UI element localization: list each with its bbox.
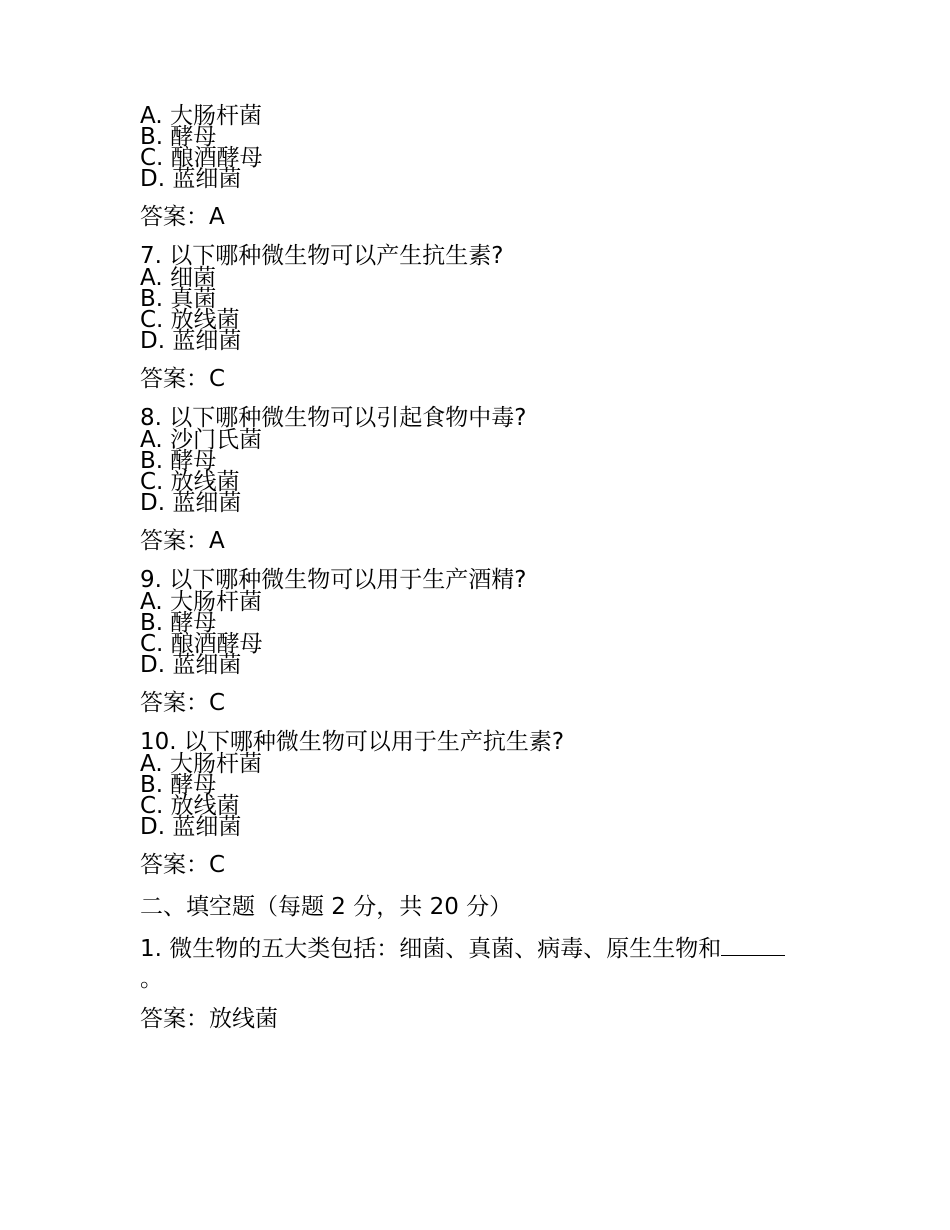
question-9-option-c: C. 酿酒酵母 — [140, 631, 263, 657]
question-9-title: 9. 以下哪种微生物可以用于生产酒精? — [140, 567, 527, 593]
fill-question-1-text-before: 1. 微生物的五大类包括：细菌、真菌、病毒、原生生物和 — [140, 936, 722, 962]
question-10-option-a: A. 大肠杆菌 — [140, 751, 262, 777]
question-7 — [140, 244, 840, 394]
question-6 — [140, 103, 840, 232]
fill-question-1-answer: 答案：放线菌 — [140, 1006, 278, 1032]
question-6-option-c: C. 酿酒酵母 — [140, 145, 263, 171]
question-8-option-a: A. 沙门氏菌 — [140, 427, 262, 453]
question-10-answer: 答案：C — [140, 852, 226, 878]
question-7-answer: 答案：C — [140, 366, 226, 392]
question-8-answer: 答案：A — [140, 528, 225, 554]
question-7-title: 7. 以下哪种微生物可以产生抗生素? — [140, 243, 504, 269]
question-9-option-a: A. 大肠杆菌 — [140, 589, 262, 615]
question-8-title: 8. 以下哪种微生物可以引起食物中毒? — [140, 405, 527, 431]
question-7-option-b: B. 真菌 — [140, 286, 217, 312]
question-10-title: 10. 以下哪种微生物可以用于生产抗生素? — [140, 729, 565, 755]
question-6-option-a: A. 大肠杆菌 — [140, 103, 262, 129]
question-7-option-a: A. 细菌 — [140, 265, 216, 291]
document-page — [140, 103, 840, 1034]
fill-question-1-text-after: 。 — [140, 966, 163, 992]
question-9-answer: 答案：C — [140, 690, 226, 716]
question-6-option-d: D. 蓝细菌 — [140, 166, 242, 192]
fill-question-1-blank — [721, 935, 785, 956]
question-8-option-d: D. 蓝细菌 — [140, 490, 242, 516]
question-9-option-b: B. 酵母 — [140, 610, 217, 636]
question-8-option-c: C. 放线菌 — [140, 469, 240, 495]
section-2-title: 二、填空题（每题 2 分，共 20 分） — [140, 894, 513, 920]
fill-question-1-text — [140, 934, 800, 994]
question-6-answer: 答案：A — [140, 204, 225, 230]
question-6-option-b: B. 酵母 — [140, 124, 217, 150]
question-10-option-c: C. 放线菌 — [140, 793, 240, 819]
question-9 — [140, 568, 840, 718]
question-7-option-d: D. 蓝细菌 — [140, 328, 242, 354]
question-9-option-d: D. 蓝细菌 — [140, 652, 242, 678]
question-8 — [140, 406, 840, 556]
question-10-option-b: B. 酵母 — [140, 772, 217, 798]
question-8-option-b: B. 酵母 — [140, 448, 217, 474]
question-10-option-d: D. 蓝细菌 — [140, 814, 242, 840]
question-7-option-c: C. 放线菌 — [140, 307, 240, 333]
fill-question-1 — [140, 934, 840, 1034]
question-10 — [140, 730, 840, 880]
